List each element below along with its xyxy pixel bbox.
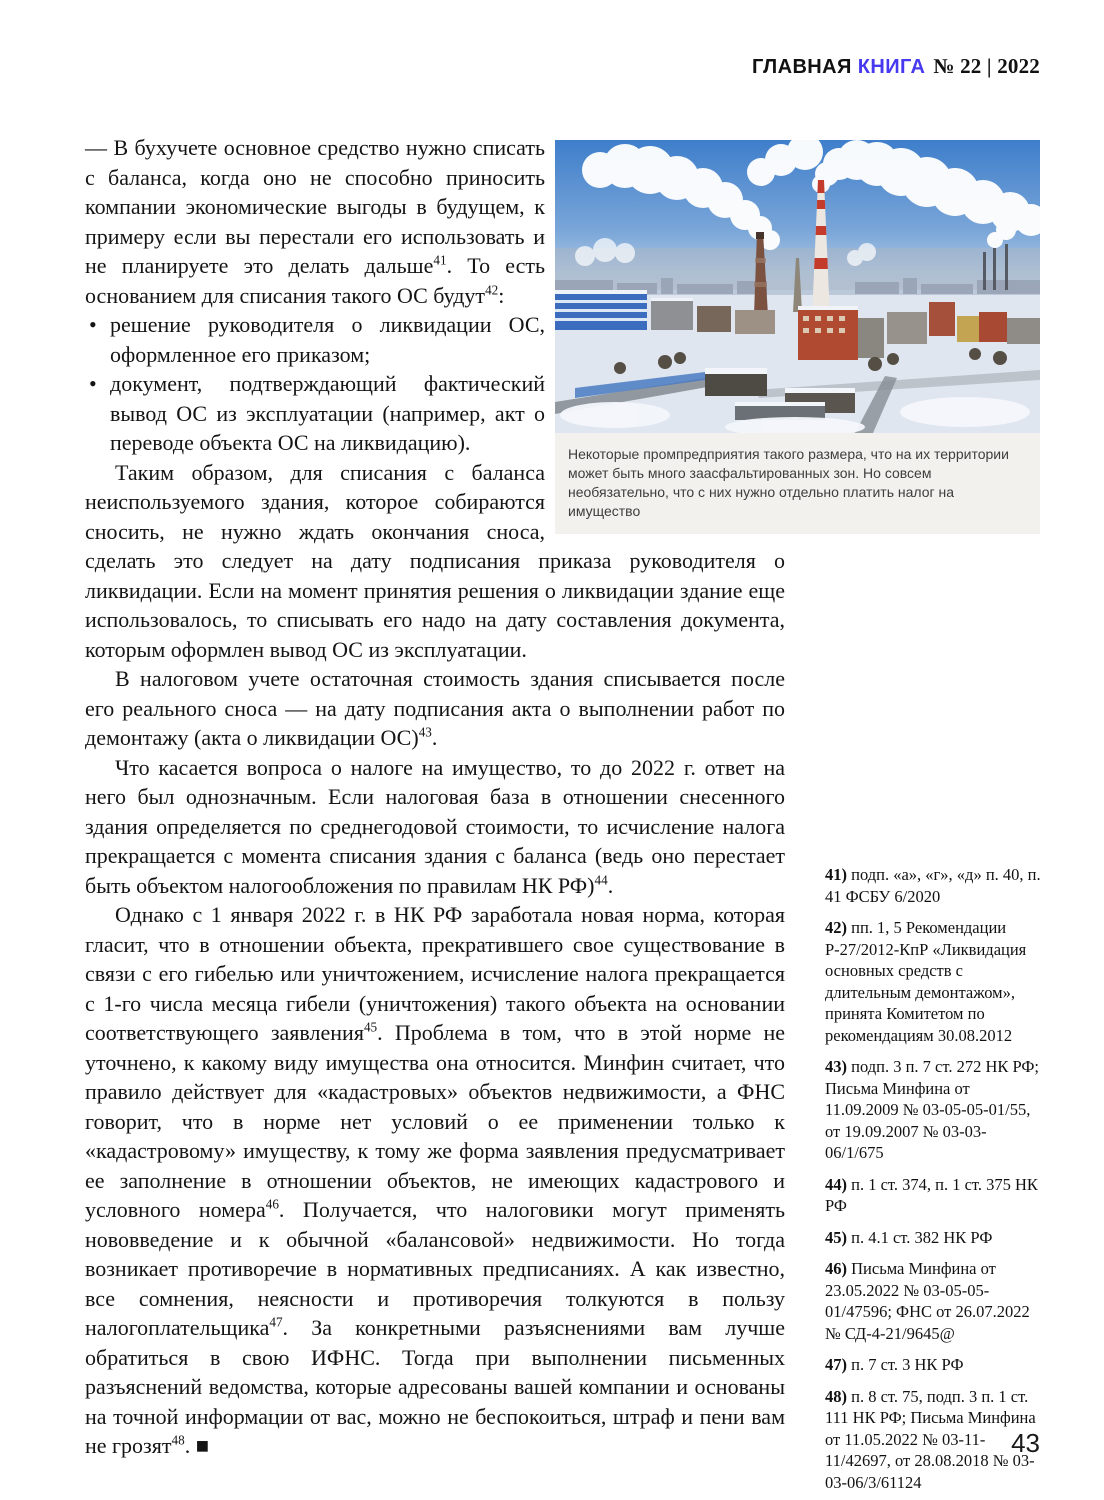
footnote-reference: 43 bbox=[418, 724, 432, 740]
bullet-marker-icon: • bbox=[89, 312, 97, 337]
magazine-title-part2: КНИГА bbox=[857, 56, 926, 78]
footnote-item: 48) п. 8 ст. 75, подп. 3 п. 1 ст. 111 НК РФ; Письма Минфина от 11.05.2022 № 03-11-11/42697, от 28.08.2018 № 03-03-06/3/61124 bbox=[825, 1386, 1036, 1492]
footnote-item: 45) п. 4.1 ст. 382 НК РФ bbox=[825, 1227, 993, 1247]
footnote-number: 42) bbox=[825, 918, 847, 937]
footnote-reference: 45 bbox=[363, 1019, 378, 1035]
photo-caption: Некоторые промпредприятия такого размера, что на их территории может быть много заасфальтированных зон. Но совсем необязательно, что с них нужно отдельно платить налог на имущество bbox=[555, 433, 1040, 534]
footnote-reference: 46 bbox=[265, 1196, 279, 1212]
footnote-reference: 47 bbox=[269, 1314, 283, 1330]
page-header bbox=[752, 54, 1040, 79]
footnote-item: 44) п. 1 ст. 374, п. 1 ст. 375 НК РФ bbox=[825, 1174, 1038, 1215]
issue-number: № 22 | 2022 bbox=[933, 54, 1040, 78]
footnote-number: 43) bbox=[825, 1057, 847, 1076]
article-paragraph: Таким образом, для списания с баланса неиспользуемого здания, которое собираются сносить, не нужно ждать окончания сноса, сделать это следует на дату подписания приказа руководителя о ликвидации. Если на момент принятия решения о ликвидации здание еще использовалось, то списывать его надо на дату составления документа, которым оформлен вывод ОС из эксплуатации. bbox=[85, 459, 785, 662]
magazine-title-part1: ГЛАВНАЯ bbox=[751, 56, 852, 78]
footnote-reference: 42 bbox=[485, 282, 499, 298]
article-paragraph: Что касается вопроса о налоге на имущество, то до 2022 г. ответ на него был однозначным. Если налоговая база в отношении снесенного здания определяется по среднегодовой стоимости, то исчисление налога прекращается с момента списания здания с баланса (ведь оно перестает быть объектом налогообложения по правилам НК РФ)$^{44}$. bbox=[85, 754, 785, 898]
article-paragraph: Однако с 1 января 2022 г. в НК РФ заработала новая норма, которая гласит, что в отношении объекта, прекратившего свое существование в связи с его гибелью или уничтожением, исчисление налога прекращается с 1-го числа месяца гибели (уничтожения) такого объекта на основании соответствующего заявления$^{45}$. Проблема в том, что в этой норме не уточнено, к какому виду имущества она относится. Минфин считает, что правило действует для «кадастровых» объектов недвижимости, а ФНС говорит, что в норме нет условий о ее применении только к «кадастровому» имуществу, к тому же форма заявления предусматривает ее заполнение в отношении объектов, не имеющих кадастрового и условного номера$^{46}$. Получается, что налоговики могут применять нововведение и к обычной «балансовой» недвижимости. Но тогда возникает противоречие в нормативных предписаниях. А как известно, все сомнения, неясности и противоречия толкуются в пользу налогоплательщика$^{47}$. За конкретными разъяснениями вам лучше обратиться в свою ИФНС. Тогда при выполнении письменных разъяснений ведомства, которые адресованы вашей компании и основаны на точной информации от вас, можно не беспокоиться, штраф и пени вам не грозят$^{48}$. ■ bbox=[85, 902, 786, 1458]
article-bullet-item: • решение руководителя о ликвидации ОС, оформленное его приказом; bbox=[89, 312, 545, 367]
article-body bbox=[85, 133, 785, 1461]
article-paragraph: В налоговом учете остаточная стоимость здания списывается после его реального сноса — на дату подписания акта о выполнении работ по демонтажу (акта о ликвидации ОС)$^{43}$. bbox=[85, 666, 785, 750]
article-paragraph: — В бухучете основное средство нужно списать с баланса, когда оно не способно приносить компании экономические выгоды в будущем, к примеру если вы перестали его использовать и не планируете это делать дальше$^{41}$. То есть основанием для списания такого ОС будут$^{42}$: bbox=[85, 135, 545, 308]
footnote-item: 42) пп. 1, 5 Рекомендации Р-27/2012-КпР «Ликвидация основных средств с длительным демонтажом», принята Комитетом по рекомендациям 30.08.2012 bbox=[825, 918, 1027, 1045]
footnote-number: 47) bbox=[825, 1355, 847, 1374]
footnotes-sidebar bbox=[825, 864, 1043, 1500]
footnote-number: 46) bbox=[825, 1259, 847, 1278]
footnote-item: 43) подп. 3 п. 7 ст. 272 НК РФ; Письма Минфина от 11.09.2009 № 03-05-05-01/55, от 19.09.2007 № 03-03-06/1/675 bbox=[825, 1057, 1040, 1162]
page-number: 43 bbox=[1011, 1428, 1040, 1458]
footnote-reference: 44 bbox=[594, 872, 608, 888]
footnote-number: 44) bbox=[825, 1174, 847, 1194]
footnote-item: 47) п. 7 ст. 3 НК РФ bbox=[825, 1355, 964, 1374]
footnote-reference: 48 bbox=[171, 1432, 185, 1448]
footnote-number: 48) bbox=[825, 1386, 847, 1406]
footnote-item: 46) Письма Минфина от 23.05.2022 № 03-05-05-01/47596; ФНС от 26.07.2022 № СД-4-21/9645@ bbox=[825, 1259, 1030, 1343]
footnote-reference: 41 bbox=[433, 252, 447, 268]
footnote-item: 41) подп. «а», «г», «д» п. 40, п. 41 ФСБУ 6/2020 bbox=[825, 865, 1041, 906]
footnote-number: 41) bbox=[825, 865, 847, 884]
article-bullet-item: • документ, подтверждающий фактический вывод ОС из эксплуатации (например, акт о переводе объекта ОС на ликвидацию). bbox=[89, 371, 545, 455]
bullet-marker-icon: • bbox=[89, 371, 97, 396]
footnote-number: 45) bbox=[825, 1227, 847, 1247]
